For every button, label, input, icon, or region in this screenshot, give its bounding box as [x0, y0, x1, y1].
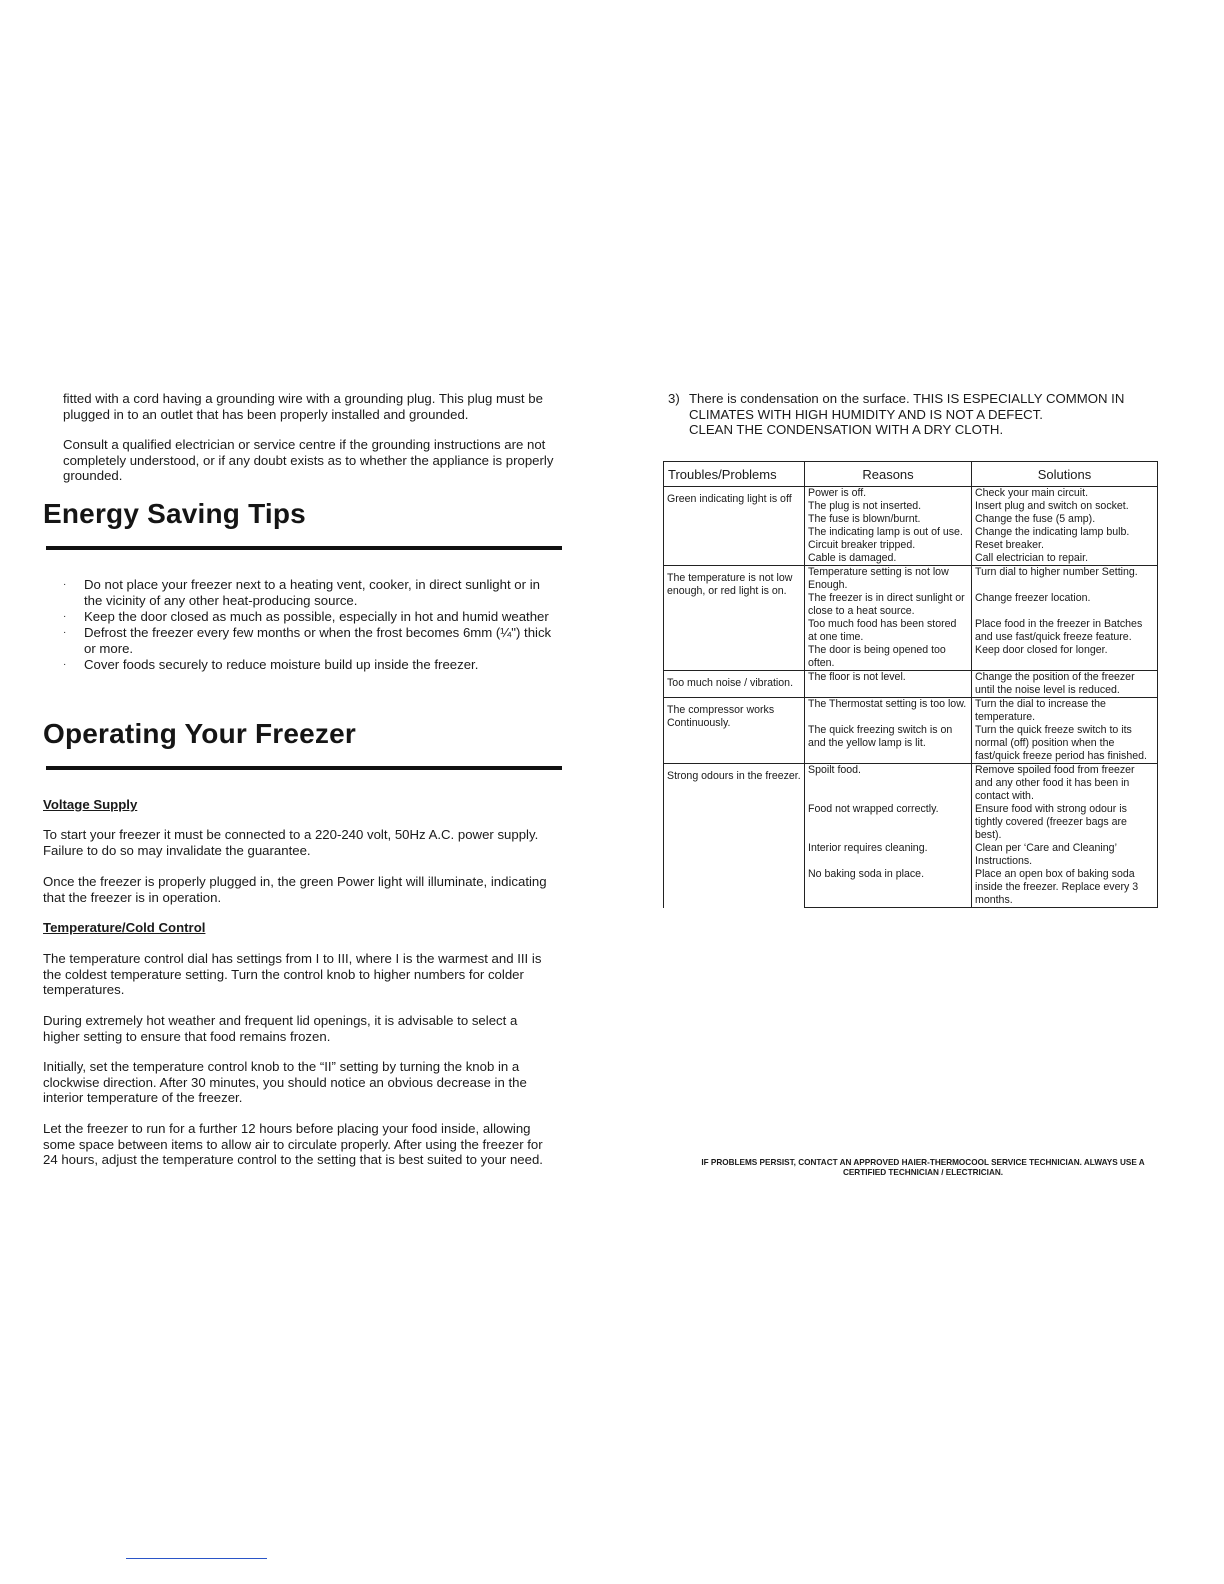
reason-cell: Circuit breaker tripped. [805, 539, 972, 552]
energy-tip-item: · Keep the door closed as much as possible, especially in hot and humid weather [63, 609, 549, 624]
table-row [664, 487, 1158, 501]
solution-cell: Turn the dial to increase the temperature. [972, 698, 1158, 725]
energy-tip-item: · Cover foods securely to reduce moisture build up inside the freezer. [63, 657, 479, 672]
energy-tip-item: · Defrost the freezer every few months or when the frost becomes 6mm (¼") thick or more. [63, 625, 552, 656]
voltage-supply-heading: Voltage Supply [43, 797, 138, 812]
solution-cell: Remove spoiled food from freezer and any other food it has been in contact with. [972, 764, 1158, 804]
table-row [664, 764, 1158, 804]
reason-cell: The fuse is blown/burnt. [805, 513, 972, 526]
reason-cell: Cable is damaged. [805, 552, 972, 566]
solution-cell: Ensure food with strong odour is tightly covered (freezer bags are best). [972, 803, 1158, 842]
solution-cell: Change the fuse (5 amp). [972, 513, 1158, 526]
reason-cell: The freezer is in direct sunlight or close to a heat source. [805, 592, 972, 618]
bottom-link-line [126, 1558, 267, 1559]
condensation-line-3: CLEAN THE CONDENSATION WITH A DRY CLOTH. [689, 422, 1004, 438]
reason-cell: The quick freezing switch is on and the yellow lamp is lit. [805, 724, 972, 764]
header-reasons: Reasons [805, 462, 972, 487]
condensation-number: 3) [668, 391, 680, 406]
solution-cell: Change the indicating lamp bulb. [972, 526, 1158, 539]
energy-title-rule [46, 546, 562, 550]
voltage-paragraph-1: To start your freezer it must be connected to a 220-240 volt, 50Hz A.C. power supply. Failure to do so may invalidate the guarantee. [43, 827, 539, 858]
solution-cell: Turn the quick freeze switch to its normal (off) position when the fast/quick freeze period has finished. [972, 724, 1158, 764]
reason-cell: The door is being opened too often. [805, 644, 972, 671]
troubleshooting-table [663, 461, 1158, 908]
table-row [664, 566, 1158, 593]
solution-cell: Call electrician to repair. [972, 552, 1158, 566]
voltage-paragraph-2: Once the freezer is properly plugged in, the green Power light will illuminate, indicating that the freezer is in operation. [43, 874, 547, 905]
temperature-paragraph-2: During extremely hot weather and frequent lid openings, it is advisable to select a higher setting to ensure that food remains frozen. [43, 1013, 518, 1044]
reason-cell: Food not wrapped correctly. [805, 803, 972, 842]
solution-cell: Reset breaker. [972, 539, 1158, 552]
problem-cell: Strong odours in the freezer. [664, 764, 805, 908]
solution-cell: Insert plug and switch on socket. [972, 500, 1158, 513]
reason-cell: The floor is not level. [805, 671, 972, 698]
reason-cell: Power is off. [805, 487, 972, 501]
reason-cell: Spoilt food. [805, 764, 972, 804]
reason-cell: Temperature setting is not low Enough. [805, 566, 972, 593]
solution-cell: Keep door closed for longer. [972, 644, 1158, 671]
reason-cell: Too much food has been stored at one time. [805, 618, 972, 644]
solution-cell: Check your main circuit. [972, 487, 1158, 501]
operating-freezer-title: Operating Your Freezer [43, 718, 357, 749]
footer-warning-line-2: CERTIFIED TECHNICIAN / ELECTRICIAN. [842, 1168, 1004, 1177]
reason-cell: The Thermostat setting is too low. [805, 698, 972, 725]
energy-tips-list [44, 577, 558, 673]
energy-saving-title: Energy Saving Tips [43, 498, 306, 529]
reason-cell: The plug is not inserted. [805, 500, 972, 513]
table-row [664, 698, 1158, 725]
intro-paragraph-2: Consult a qualified electrician or service centre if the grounding instructions are not completely understood, or if any doubt exists as to whether the appliance is properly grounded. [63, 437, 554, 484]
footer-warning-line-1: IF PROBLEMS PERSIST, CONTACT AN APPROVED HAIER-THERMOCOOL SERVICE TECHNICIAN. ALWAYS USE A [701, 1158, 1145, 1167]
footer-warning [663, 1158, 1183, 1178]
bullet-glyph: · [63, 611, 67, 622]
problem-cell: The compressor works Continuously. [664, 698, 805, 764]
table-row [664, 671, 1158, 698]
solution-cell: Clean per ‘Care and Cleaning’ Instructions. [972, 842, 1158, 868]
problem-cell: Too much noise / vibration. [664, 671, 805, 698]
temperature-paragraph-3: Initially, set the temperature control knob to the “II” setting by turning the knob in a clockwise direction. After 30 minutes, you should notice an obvious decrease in the interior temperature of the freezer. [43, 1059, 527, 1106]
temperature-paragraph-4: Let the freezer to run for a further 12 hours before placing your food inside, allowing some space between items to allow air to circulate properly. After using the freezer for 24 hours, adjust the temperature control to the setting that is best suited to your need. [43, 1121, 543, 1168]
problem-cell: The temperature is not low enough, or red light is on. [664, 566, 805, 671]
solution-cell: Place food in the freezer in Batches and use fast/quick freeze feature. [972, 618, 1158, 644]
problem-cell: Green indicating light is off [664, 487, 805, 566]
bullet-glyph: · [63, 627, 67, 638]
intro-paragraph-1: fitted with a cord having a grounding wire with a grounding plug. This plug must be plugged in to an outlet that has been properly installed and grounded. [63, 391, 543, 422]
table-header-row [664, 462, 1158, 487]
solution-cell: Turn dial to higher number Setting. [972, 566, 1158, 593]
solution-cell: Place an open box of baking soda inside the freezer. Replace every 3 months. [972, 868, 1158, 908]
solution-cell: Change the position of the freezer until the noise level is reduced. [972, 671, 1158, 698]
table-body [664, 487, 1158, 908]
bullet-glyph: · [63, 579, 67, 590]
condensation-line-2: CLIMATES WITH HIGH HUMIDITY AND IS NOT A DEFECT. [689, 406, 1043, 422]
header-troubles: Troubles/Problems [664, 462, 805, 487]
temperature-control-heading: Temperature/Cold Control [43, 920, 206, 935]
temperature-paragraph-1: The temperature control dial has settings from I to III, where I is the warmest and III is the coldest temperature setting. Turn the control knob to higher numbers for colder temperatures. [43, 951, 542, 998]
solution-cell: Change freezer location. [972, 592, 1158, 618]
operating-title-rule [46, 766, 562, 770]
condensation-note [668, 391, 1188, 438]
header-solutions: Solutions [972, 462, 1158, 487]
reason-cell: No baking soda in place. [805, 868, 972, 908]
reason-cell: The indicating lamp is out of use. [805, 526, 972, 539]
condensation-line-1: There is condensation on the surface. THIS IS ESPECIALLY COMMON IN [689, 391, 1125, 406]
bullet-glyph: · [63, 659, 67, 670]
energy-tip-item: · Do not place your freezer next to a heating vent, cooker, in direct sunlight or in the vicinity of any other heat-producing source. [63, 577, 540, 608]
reason-cell: Interior requires cleaning. [805, 842, 972, 868]
